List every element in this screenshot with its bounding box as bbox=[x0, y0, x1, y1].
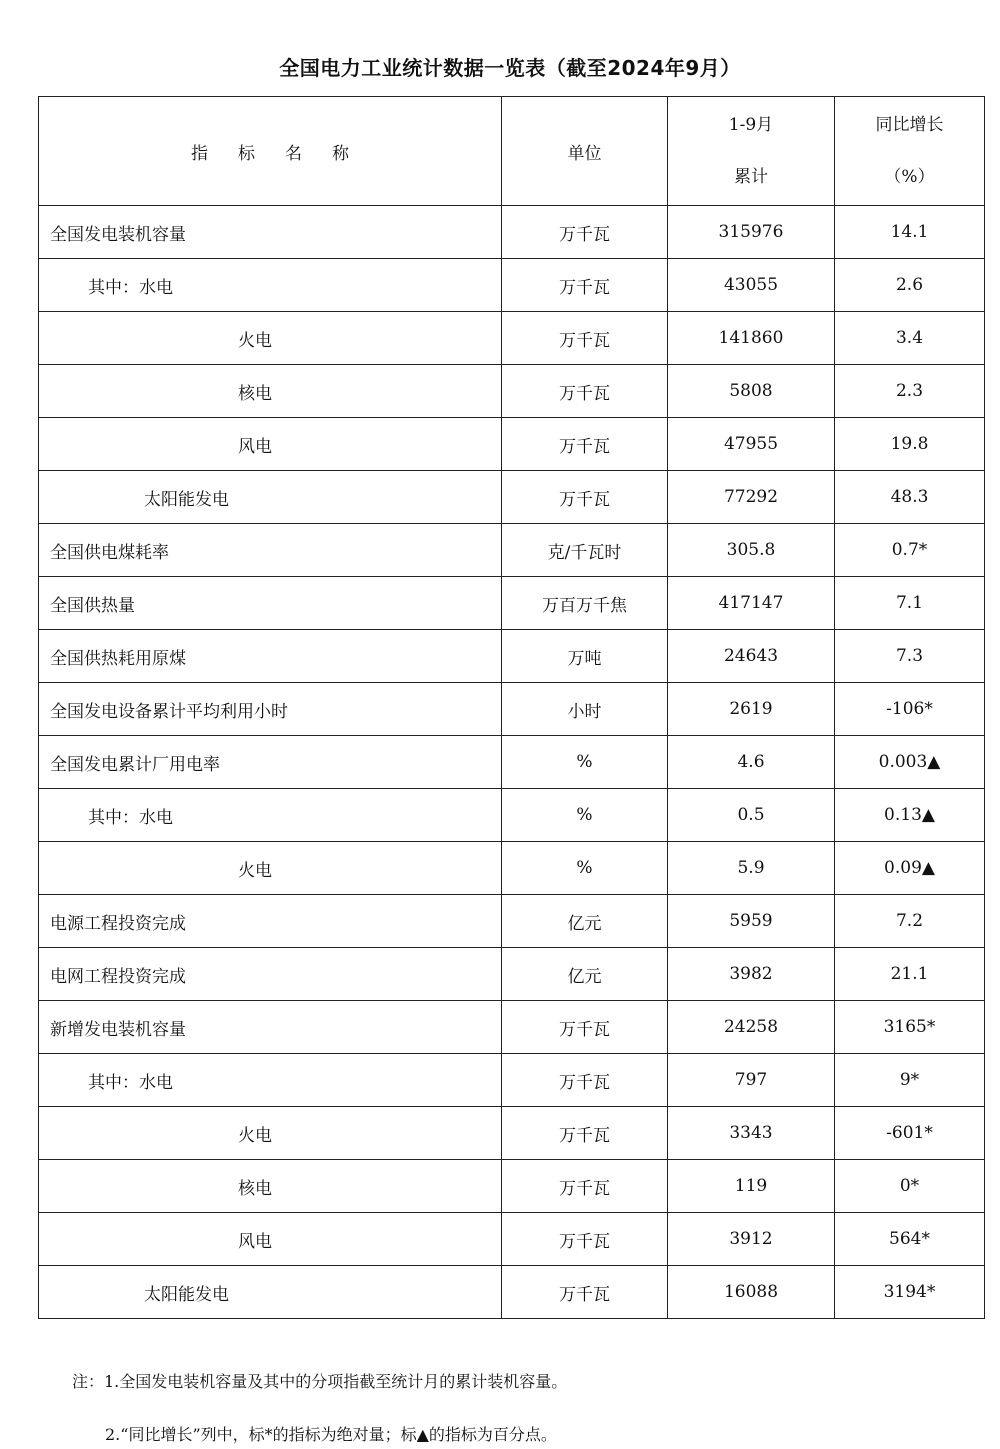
table-row bbox=[39, 789, 985, 842]
indicator-name-cell: 新增发电装机容量 bbox=[39, 1001, 502, 1054]
indicator-name-cell: 火电 bbox=[39, 312, 502, 365]
cumulative-value-cell: 119 bbox=[668, 1160, 835, 1213]
unit-cell: 万千瓦 bbox=[502, 418, 668, 471]
table-row bbox=[39, 948, 985, 1001]
cumulative-value-cell: 305.8 bbox=[668, 524, 835, 577]
yoy-growth-cell: 7.1 bbox=[835, 577, 985, 630]
table-row bbox=[39, 1160, 985, 1213]
indicator-name-cell: 全国供热量 bbox=[39, 577, 502, 630]
cumulative-value-cell: 3343 bbox=[668, 1107, 835, 1160]
indicator-name-cell: 风电 bbox=[39, 1213, 502, 1266]
cumulative-value-cell: 797 bbox=[668, 1054, 835, 1107]
unit-cell: % bbox=[502, 736, 668, 789]
header-name bbox=[39, 97, 502, 206]
yoy-growth-cell: 21.1 bbox=[835, 948, 985, 1001]
indicator-name-cell: 电源工程投资完成 bbox=[39, 895, 502, 948]
unit-cell: 亿元 bbox=[502, 948, 668, 1001]
cumulative-value-cell: 5.9 bbox=[668, 842, 835, 895]
unit-cell: 万千瓦 bbox=[502, 1107, 668, 1160]
cumulative-value-cell: 2619 bbox=[668, 683, 835, 736]
statistics-table bbox=[38, 96, 985, 1319]
unit-cell: 万千瓦 bbox=[502, 471, 668, 524]
header-yoy-line1: 同比增长 bbox=[875, 115, 944, 135]
unit-cell: 万千瓦 bbox=[502, 1160, 668, 1213]
yoy-growth-cell: 0* bbox=[835, 1160, 985, 1213]
indicator-name-cell: 其中：水电 bbox=[39, 789, 502, 842]
unit-cell: 万千瓦 bbox=[502, 312, 668, 365]
table-row bbox=[39, 577, 985, 630]
unit-cell: 亿元 bbox=[502, 895, 668, 948]
unit-cell: 万千瓦 bbox=[502, 206, 668, 259]
indicator-name-cell: 风电 bbox=[39, 418, 502, 471]
table-row bbox=[39, 524, 985, 577]
table-row bbox=[39, 683, 985, 736]
cumulative-value-cell: 417147 bbox=[668, 577, 835, 630]
yoy-growth-cell: 9* bbox=[835, 1054, 985, 1107]
indicator-name-cell: 全国供电煤耗率 bbox=[39, 524, 502, 577]
unit-cell: 万千瓦 bbox=[502, 365, 668, 418]
yoy-growth-cell: 7.3 bbox=[835, 630, 985, 683]
unit-cell: 万百万千焦 bbox=[502, 577, 668, 630]
cumulative-value-cell: 315976 bbox=[668, 206, 835, 259]
cumulative-value-cell: 4.6 bbox=[668, 736, 835, 789]
table-row bbox=[39, 1213, 985, 1266]
header-name-label: 指标名称 bbox=[191, 143, 379, 164]
unit-cell: 小时 bbox=[502, 683, 668, 736]
indicator-name-cell: 全国供热耗用原煤 bbox=[39, 630, 502, 683]
yoy-growth-cell: 0.13▲ bbox=[835, 789, 985, 842]
table-header-row bbox=[39, 97, 985, 206]
table-row bbox=[39, 1001, 985, 1054]
header-value-line1: 1-9月 bbox=[728, 115, 774, 135]
indicator-name-cell: 火电 bbox=[39, 842, 502, 895]
table-row bbox=[39, 895, 985, 948]
indicator-name-cell: 太阳能发电 bbox=[39, 471, 502, 524]
yoy-growth-cell: 0.09▲ bbox=[835, 842, 985, 895]
yoy-growth-cell: 564* bbox=[835, 1213, 985, 1266]
indicator-name-cell: 电网工程投资完成 bbox=[39, 948, 502, 1001]
table-row bbox=[39, 471, 985, 524]
footnote-1: 注：1.全国发电装机容量及其中的分项指截至统计月的累计装机容量。 bbox=[72, 1372, 568, 1391]
cumulative-value-cell: 43055 bbox=[668, 259, 835, 312]
table-row bbox=[39, 312, 985, 365]
header-unit: 单位 bbox=[502, 97, 668, 206]
cumulative-value-cell: 0.5 bbox=[668, 789, 835, 842]
page-title: 全国电力工业统计数据一览表（截至2024年9月） bbox=[279, 56, 741, 80]
table-row bbox=[39, 1266, 985, 1319]
table-row bbox=[39, 630, 985, 683]
table-row bbox=[39, 736, 985, 789]
cumulative-value-cell: 24643 bbox=[668, 630, 835, 683]
unit-cell: 克/千瓦时 bbox=[502, 524, 668, 577]
table-row bbox=[39, 1054, 985, 1107]
cumulative-value-cell: 47955 bbox=[668, 418, 835, 471]
header-value-line2: 累计 bbox=[734, 167, 768, 187]
yoy-growth-cell: 48.3 bbox=[835, 471, 985, 524]
yoy-growth-cell: 2.6 bbox=[835, 259, 985, 312]
cumulative-value-cell: 24258 bbox=[668, 1001, 835, 1054]
indicator-name-cell: 全国发电装机容量 bbox=[39, 206, 502, 259]
header-value bbox=[668, 97, 835, 206]
yoy-growth-cell: 0.7* bbox=[835, 524, 985, 577]
unit-cell: 万吨 bbox=[502, 630, 668, 683]
yoy-growth-cell: -106* bbox=[835, 683, 985, 736]
yoy-growth-cell: 3165* bbox=[835, 1001, 985, 1054]
unit-cell: 万千瓦 bbox=[502, 1054, 668, 1107]
yoy-growth-cell: 3194* bbox=[835, 1266, 985, 1319]
indicator-name-cell: 全国发电累计厂用电率 bbox=[39, 736, 502, 789]
indicator-name-cell: 核电 bbox=[39, 365, 502, 418]
yoy-growth-cell: -601* bbox=[835, 1107, 985, 1160]
table-row bbox=[39, 206, 985, 259]
yoy-growth-cell: 7.2 bbox=[835, 895, 985, 948]
yoy-growth-cell: 0.003▲ bbox=[835, 736, 985, 789]
table-row bbox=[39, 1107, 985, 1160]
indicator-name-cell: 其中：水电 bbox=[39, 259, 502, 312]
header-yoy bbox=[835, 97, 985, 206]
cumulative-value-cell: 77292 bbox=[668, 471, 835, 524]
cumulative-value-cell: 5959 bbox=[668, 895, 835, 948]
indicator-name-cell: 全国发电设备累计平均利用小时 bbox=[39, 683, 502, 736]
unit-cell: % bbox=[502, 789, 668, 842]
unit-cell: 万千瓦 bbox=[502, 1213, 668, 1266]
unit-cell: 万千瓦 bbox=[502, 1001, 668, 1054]
table-row bbox=[39, 365, 985, 418]
yoy-growth-cell: 14.1 bbox=[835, 206, 985, 259]
cumulative-value-cell: 16088 bbox=[668, 1266, 835, 1319]
yoy-growth-cell: 19.8 bbox=[835, 418, 985, 471]
cumulative-value-cell: 3982 bbox=[668, 948, 835, 1001]
indicator-name-cell: 核电 bbox=[39, 1160, 502, 1213]
cumulative-value-cell: 141860 bbox=[668, 312, 835, 365]
unit-cell: 万千瓦 bbox=[502, 1266, 668, 1319]
indicator-name-cell: 火电 bbox=[39, 1107, 502, 1160]
cumulative-value-cell: 3912 bbox=[668, 1213, 835, 1266]
table-row bbox=[39, 418, 985, 471]
unit-cell: % bbox=[502, 842, 668, 895]
table-row bbox=[39, 842, 985, 895]
footnote-2: 2.“同比增长”列中，标*的指标为绝对量；标▲的指标为百分点。 bbox=[105, 1425, 557, 1444]
header-yoy-line2: （%） bbox=[884, 167, 935, 187]
yoy-growth-cell: 3.4 bbox=[835, 312, 985, 365]
yoy-growth-cell: 2.3 bbox=[835, 365, 985, 418]
table-row bbox=[39, 259, 985, 312]
indicator-name-cell: 太阳能发电 bbox=[39, 1266, 502, 1319]
unit-cell: 万千瓦 bbox=[502, 259, 668, 312]
cumulative-value-cell: 5808 bbox=[668, 365, 835, 418]
indicator-name-cell: 其中：水电 bbox=[39, 1054, 502, 1107]
